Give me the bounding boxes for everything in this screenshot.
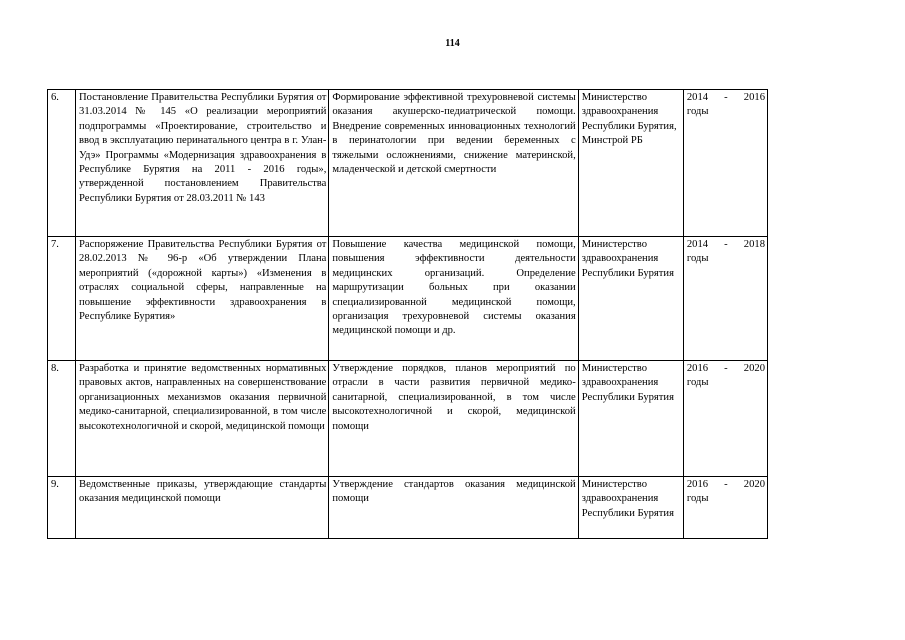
term-unit: годы xyxy=(686,493,709,505)
term-unit: годы xyxy=(686,253,709,265)
goal-cell: Утверждение стандартов оказания медицинской помощи xyxy=(329,477,578,539)
term-start: 2014 xyxy=(686,239,709,250)
term-start: 2016 xyxy=(686,363,709,374)
row-number: 8. xyxy=(48,361,76,477)
row-number: 6. xyxy=(48,90,76,237)
term-separator: - xyxy=(724,363,728,374)
goal-cell: Повышение качества медицинской помощи, повышения эффективности деятельности медицинских организаций. Определение маршрутизации больных при оказании специализированной медицинской помощи, организация трехуровневой системы оказания медицинской помощи и др. xyxy=(329,237,578,361)
responsible-cell: Министерство здравоохранения Республики Бурятия, Минстрой РБ xyxy=(578,90,683,237)
term-end: 2018 xyxy=(743,239,765,250)
row-number: 7. xyxy=(48,237,76,361)
term-cell xyxy=(683,90,767,237)
term-start: 2014 xyxy=(686,92,709,103)
document-cell: Распоряжение Правительства Республики Бурятия от 28.02.2013 № 96-р «Об утверждении Плана мероприятий («дорожной карты») «Изменения в отраслях социальной сферы, направленные на повышение эффективности здравоохранения в Республике Бурятия» xyxy=(76,237,329,361)
table-row xyxy=(48,237,768,361)
document-cell: Ведомственные приказы, утверждающие стандарты оказания медицинской помощи xyxy=(76,477,329,539)
table-row xyxy=(48,361,768,477)
document-cell: Разработка и принятие ведомственных нормативных правовых актов, направленных на совершенствование организационных механизмов оказания первичной медико-санитарной, специализированной, в том числе высокотехнологичной и скорой, медицинской помощи xyxy=(76,361,329,477)
measures-table xyxy=(47,89,768,539)
table-row xyxy=(48,477,768,539)
term-separator: - xyxy=(724,239,728,250)
responsible-cell: Министерство здравоохранения Республики Бурятия xyxy=(578,477,683,539)
term-unit: годы xyxy=(686,106,709,118)
term-cell xyxy=(683,361,767,477)
term-cell xyxy=(683,237,767,361)
responsible-cell: Министерство здравоохранения Республики Бурятия xyxy=(578,237,683,361)
term-cell xyxy=(683,477,767,539)
term-separator: - xyxy=(724,479,728,490)
term-end: 2020 xyxy=(743,363,765,374)
row-number: 9. xyxy=(48,477,76,539)
term-end: 2016 xyxy=(743,92,765,103)
term-end: 2020 xyxy=(743,479,765,490)
term-start: 2016 xyxy=(686,479,709,490)
responsible-cell: Министерство здравоохранения Республики Бурятия xyxy=(578,361,683,477)
table-row xyxy=(48,90,768,237)
page-number: 114 xyxy=(445,38,460,49)
document-cell: Постановление Правительства Республики Бурятия от 31.03.2014 № 145 «О реализации мероприятий подпрограммы «Проектирование, строительство и ввод в эксплуатацию перинатального центра в г. Улан-Удэ» Программы «Модернизация здравоохранения в Республике Бурятия на 2011 - 2016 годы», утвержденной постановлением Правительства Республики Бурятия от 28.03.2011 № 143 xyxy=(76,90,329,237)
goal-cell: Формирование эффективной трехуровневой системы оказания акушерско-педиатрической помощи. Внедрение современных инновационных технологий в перинатологии при ведении беременных с тяжелыми осложнениями, снижение материнской, младенческой и детской смертности xyxy=(329,90,578,237)
term-separator: - xyxy=(724,92,728,103)
goal-cell: Утверждение порядков, планов мероприятий по отрасли в части развития первичной медико-санитарной, специализированной, в том числе высокотехнологичной и скорой, медицинской помощи xyxy=(329,361,578,477)
term-unit: годы xyxy=(686,377,709,389)
